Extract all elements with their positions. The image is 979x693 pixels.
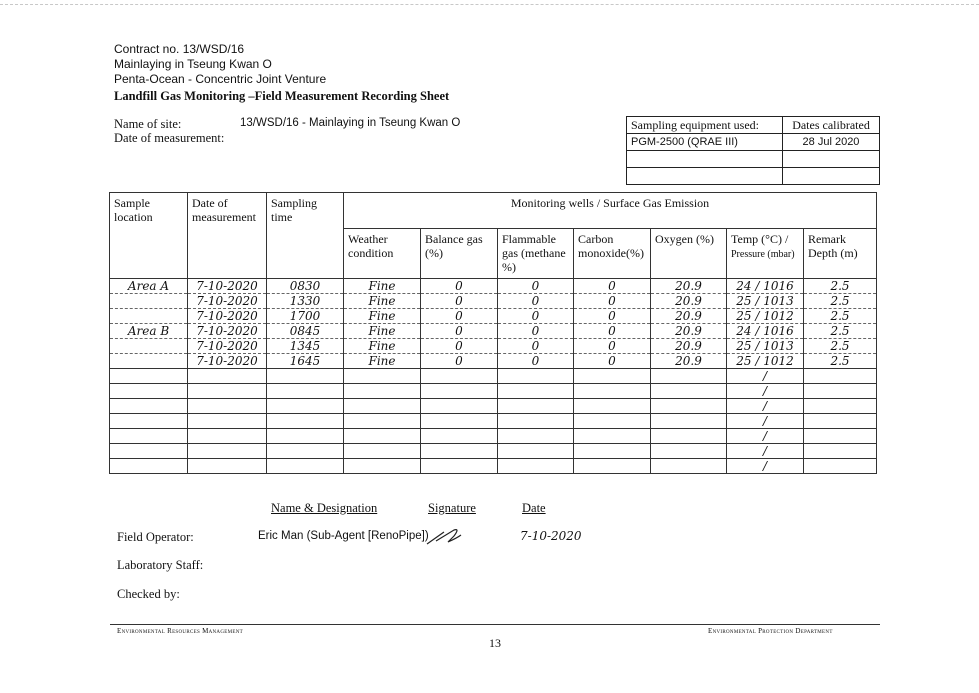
top-scan-edge (0, 4, 979, 5)
cell-date: 7-10-2020 (188, 339, 267, 354)
table-row (110, 339, 877, 354)
cell-temp: 24 / 1016 (727, 324, 804, 339)
empty-row (110, 384, 877, 399)
header-balance: Balance gas (%) (421, 229, 498, 279)
header-flammable: Flammable gas (methane %) (498, 229, 574, 279)
project-name: Mainlaying in Tseung Kwan O (114, 57, 272, 71)
table-row (110, 324, 877, 339)
footer-divider (110, 624, 880, 625)
header-temp-label: Temp (°C) / (731, 232, 789, 246)
cell-flammable: 0 (498, 294, 574, 309)
table-row (110, 354, 877, 369)
strike-mark: / (727, 444, 804, 459)
equipment-item: PGM-2500 (QRAE III) (627, 134, 783, 151)
cell-weather: Fine (344, 339, 421, 354)
cell-temp: 24 / 1016 (727, 279, 804, 294)
cell-location (110, 309, 188, 324)
header-group: Monitoring wells / Surface Gas Emission (344, 193, 877, 229)
equipment-empty-cell (627, 168, 783, 185)
cell-flammable: 0 (498, 354, 574, 369)
cell-carbon: 0 (574, 354, 651, 369)
cell-oxygen: 20.9 (651, 324, 727, 339)
field-operator-name: Eric Man (Sub-Agent [RenoPipe]) (258, 530, 429, 542)
page-number: 13 (489, 636, 501, 650)
field-operator-label: Field Operator: (117, 530, 194, 544)
cell-date: 7-10-2020 (188, 309, 267, 324)
cell-temp: 25 / 1013 (727, 339, 804, 354)
table-row (110, 309, 877, 324)
strike-mark: / (727, 459, 804, 474)
date-header: Date (522, 501, 546, 515)
cell-location (110, 354, 188, 369)
equipment-table (626, 116, 880, 185)
cell-depth: 2.5 (804, 339, 877, 354)
cell-depth: 2.5 (804, 354, 877, 369)
cell-oxygen: 20.9 (651, 279, 727, 294)
cell-location (110, 294, 188, 309)
checked-by-label: Checked by: (117, 587, 180, 601)
header-weather: Weather condition (344, 229, 421, 279)
cell-balance: 0 (421, 324, 498, 339)
date-of-measurement-label: Date of measurement: (114, 131, 225, 145)
monitoring-table (109, 192, 877, 474)
cell-balance: 0 (421, 339, 498, 354)
site-name-value: 13/WSD/16 - Mainlaying in Tseung Kwan O (240, 117, 461, 129)
signature-header: Signature (428, 501, 476, 515)
contractor-name: Penta-Ocean - Concentric Joint Venture (114, 72, 327, 86)
strike-mark: / (727, 384, 804, 399)
empty-row (110, 444, 877, 459)
cell-depth: 2.5 (804, 309, 877, 324)
cell-carbon: 0 (574, 324, 651, 339)
cell-date: 7-10-2020 (188, 279, 267, 294)
empty-row (110, 399, 877, 414)
cell-oxygen: 20.9 (651, 339, 727, 354)
calibration-date: 28 Jul 2020 (783, 134, 880, 151)
calibration-empty-cell (783, 151, 880, 168)
empty-row (110, 369, 877, 384)
cell-balance: 0 (421, 309, 498, 324)
empty-row (110, 429, 877, 444)
cell-temp: 25 / 1013 (727, 294, 804, 309)
header-pressure-label: Pressure (mbar) (731, 249, 795, 260)
cell-location: Area A (110, 279, 188, 294)
table-row (110, 279, 877, 294)
header-carbon: Carbon monoxide(%) (574, 229, 651, 279)
page-title: Landfill Gas Monitoring –Field Measurement Recording Sheet (114, 89, 450, 103)
cell-date: 7-10-2020 (188, 324, 267, 339)
cell-oxygen: 20.9 (651, 294, 727, 309)
cell-time: 0830 (267, 279, 344, 294)
cell-depth: 2.5 (804, 294, 877, 309)
strike-mark: / (727, 414, 804, 429)
cell-balance: 0 (421, 354, 498, 369)
cell-time: 1645 (267, 354, 344, 369)
header-sample-location: Sample location (110, 193, 188, 279)
cell-time: 1345 (267, 339, 344, 354)
cell-temp: 25 / 1012 (727, 354, 804, 369)
cell-depth: 2.5 (804, 279, 877, 294)
calibration-empty-cell (783, 168, 880, 185)
cell-flammable: 0 (498, 309, 574, 324)
cell-weather: Fine (344, 324, 421, 339)
cell-carbon: 0 (574, 294, 651, 309)
cell-temp: 25 / 1012 (727, 309, 804, 324)
table-row (110, 294, 877, 309)
footer-right: Environmental Protection Department (708, 627, 833, 635)
cell-balance: 0 (421, 279, 498, 294)
cell-flammable: 0 (498, 279, 574, 294)
cell-carbon: 0 (574, 309, 651, 324)
cell-oxygen: 20.9 (651, 354, 727, 369)
strike-mark: / (727, 399, 804, 414)
strike-mark: / (727, 369, 804, 384)
site-name-label: Name of site: (114, 117, 182, 131)
cell-flammable: 0 (498, 339, 574, 354)
cell-time: 1330 (267, 294, 344, 309)
cell-carbon: 0 (574, 279, 651, 294)
header-date: Date of measurement (188, 193, 267, 279)
header-temp (727, 229, 804, 279)
cell-location: Area B (110, 324, 188, 339)
name-designation-header: Name & Designation (271, 501, 378, 515)
cell-weather: Fine (344, 309, 421, 324)
strike-mark: / (727, 429, 804, 444)
cell-date: 7-10-2020 (188, 294, 267, 309)
cell-depth: 2.5 (804, 324, 877, 339)
footer-left: Environmental Resources Management (117, 627, 243, 635)
header-remark: Remark Depth (m) (804, 229, 877, 279)
cell-weather: Fine (344, 354, 421, 369)
cell-flammable: 0 (498, 324, 574, 339)
cell-time: 1700 (267, 309, 344, 324)
field-operator-date: 7-10-2020 (520, 529, 582, 543)
cell-oxygen: 20.9 (651, 309, 727, 324)
cell-time: 0845 (267, 324, 344, 339)
equipment-header: Sampling equipment used: (627, 117, 783, 134)
cell-balance: 0 (421, 294, 498, 309)
contract-number: Contract no. 13/WSD/16 (114, 42, 245, 56)
cell-location (110, 339, 188, 354)
cell-date: 7-10-2020 (188, 354, 267, 369)
cell-carbon: 0 (574, 339, 651, 354)
calibration-header: Dates calibrated (783, 117, 880, 134)
header-time: Sampling time (267, 193, 344, 279)
header-oxygen: Oxygen (%) (651, 229, 727, 279)
empty-row (110, 459, 877, 474)
laboratory-staff-label: Laboratory Staff: (117, 558, 204, 572)
cell-weather: Fine (344, 279, 421, 294)
empty-row (110, 414, 877, 429)
equipment-empty-cell (627, 151, 783, 168)
signature-scribble (424, 524, 464, 548)
cell-weather: Fine (344, 294, 421, 309)
